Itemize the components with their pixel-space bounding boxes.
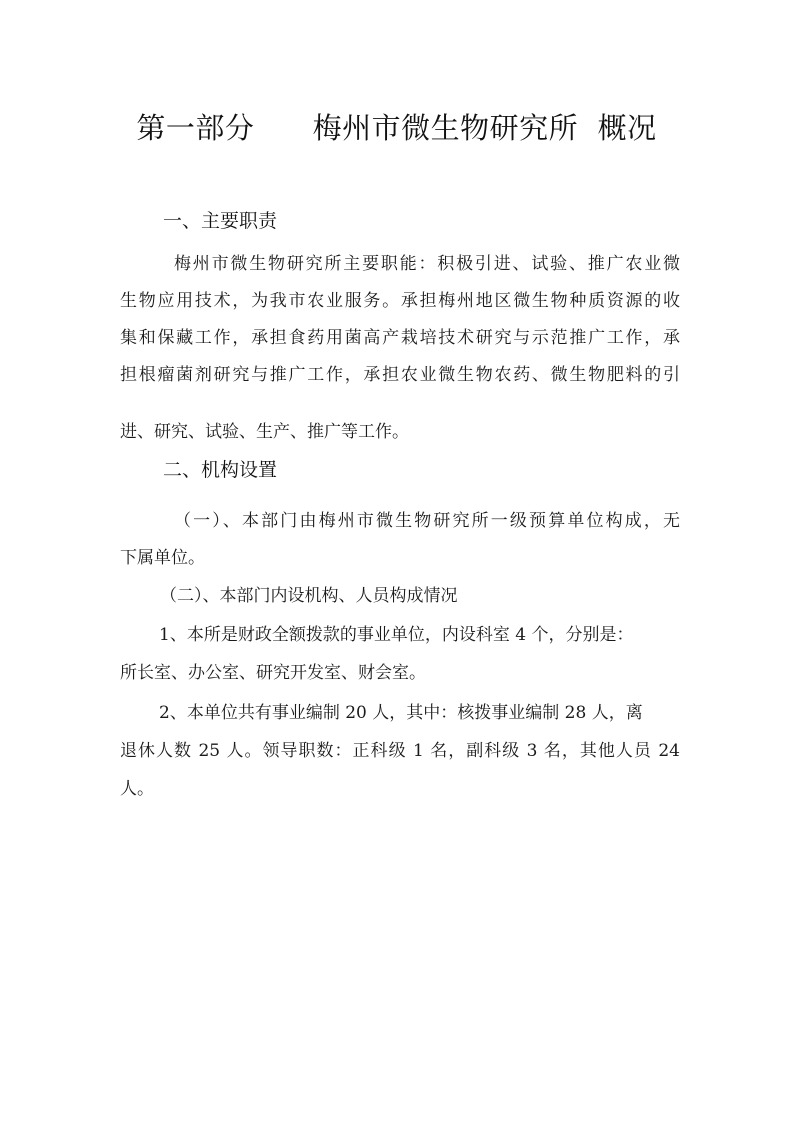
org-sub1-line-1: （一）、本部门由梅州市微生物研究所一级预算单位构成，无 <box>174 511 680 531</box>
duties-line-3: 集和保藏工作，承担食药用菌高产栽培技术研究与示范推广工作，承 <box>120 328 680 348</box>
org-sub1-line-2: 下属单位。 <box>120 548 205 568</box>
section-heading-organization: 二、机构设置 <box>163 459 278 481</box>
duties-line-4: 担根瘤菌剂研究与推广工作，承担农业微生物农药、微生物肥料的引 <box>120 365 680 385</box>
duties-line-2: 生物应用技术，为我市农业服务。承担梅州地区微生物种质资源的收 <box>120 291 680 311</box>
duties-line-5: 进、研究、试验、生产、推广等工作。 <box>120 422 409 442</box>
org-item1-line-1: 1、本所是财政全额拨款的事业单位，内设科室 4 个，分别是： <box>159 625 634 645</box>
org-item2-line-2: 退休人数 25 人。领导职数：正科级 1 名，副科级 3 名，其他人员 24 <box>120 741 680 761</box>
duties-line-1: 梅州市微生物研究所主要职能：积极引进、试验、推广农业微 <box>174 254 680 274</box>
org-sub2-heading: （二）、本部门内设机构、人员构成情况 <box>160 586 458 606</box>
org-item1-line-2: 所长室、办公室、研究开发室、财会室。 <box>120 663 426 683</box>
org-item2-line-3: 人。 <box>120 779 154 799</box>
org-item2-line-1: 2、本单位共有事业编制 20 人，其中：核拨事业编制 28 人，离 <box>159 703 643 723</box>
section-heading-main-duties: 一、主要职责 <box>163 210 278 232</box>
page-title: 第一部分 梅州市微生物研究所 概况 <box>136 111 657 145</box>
